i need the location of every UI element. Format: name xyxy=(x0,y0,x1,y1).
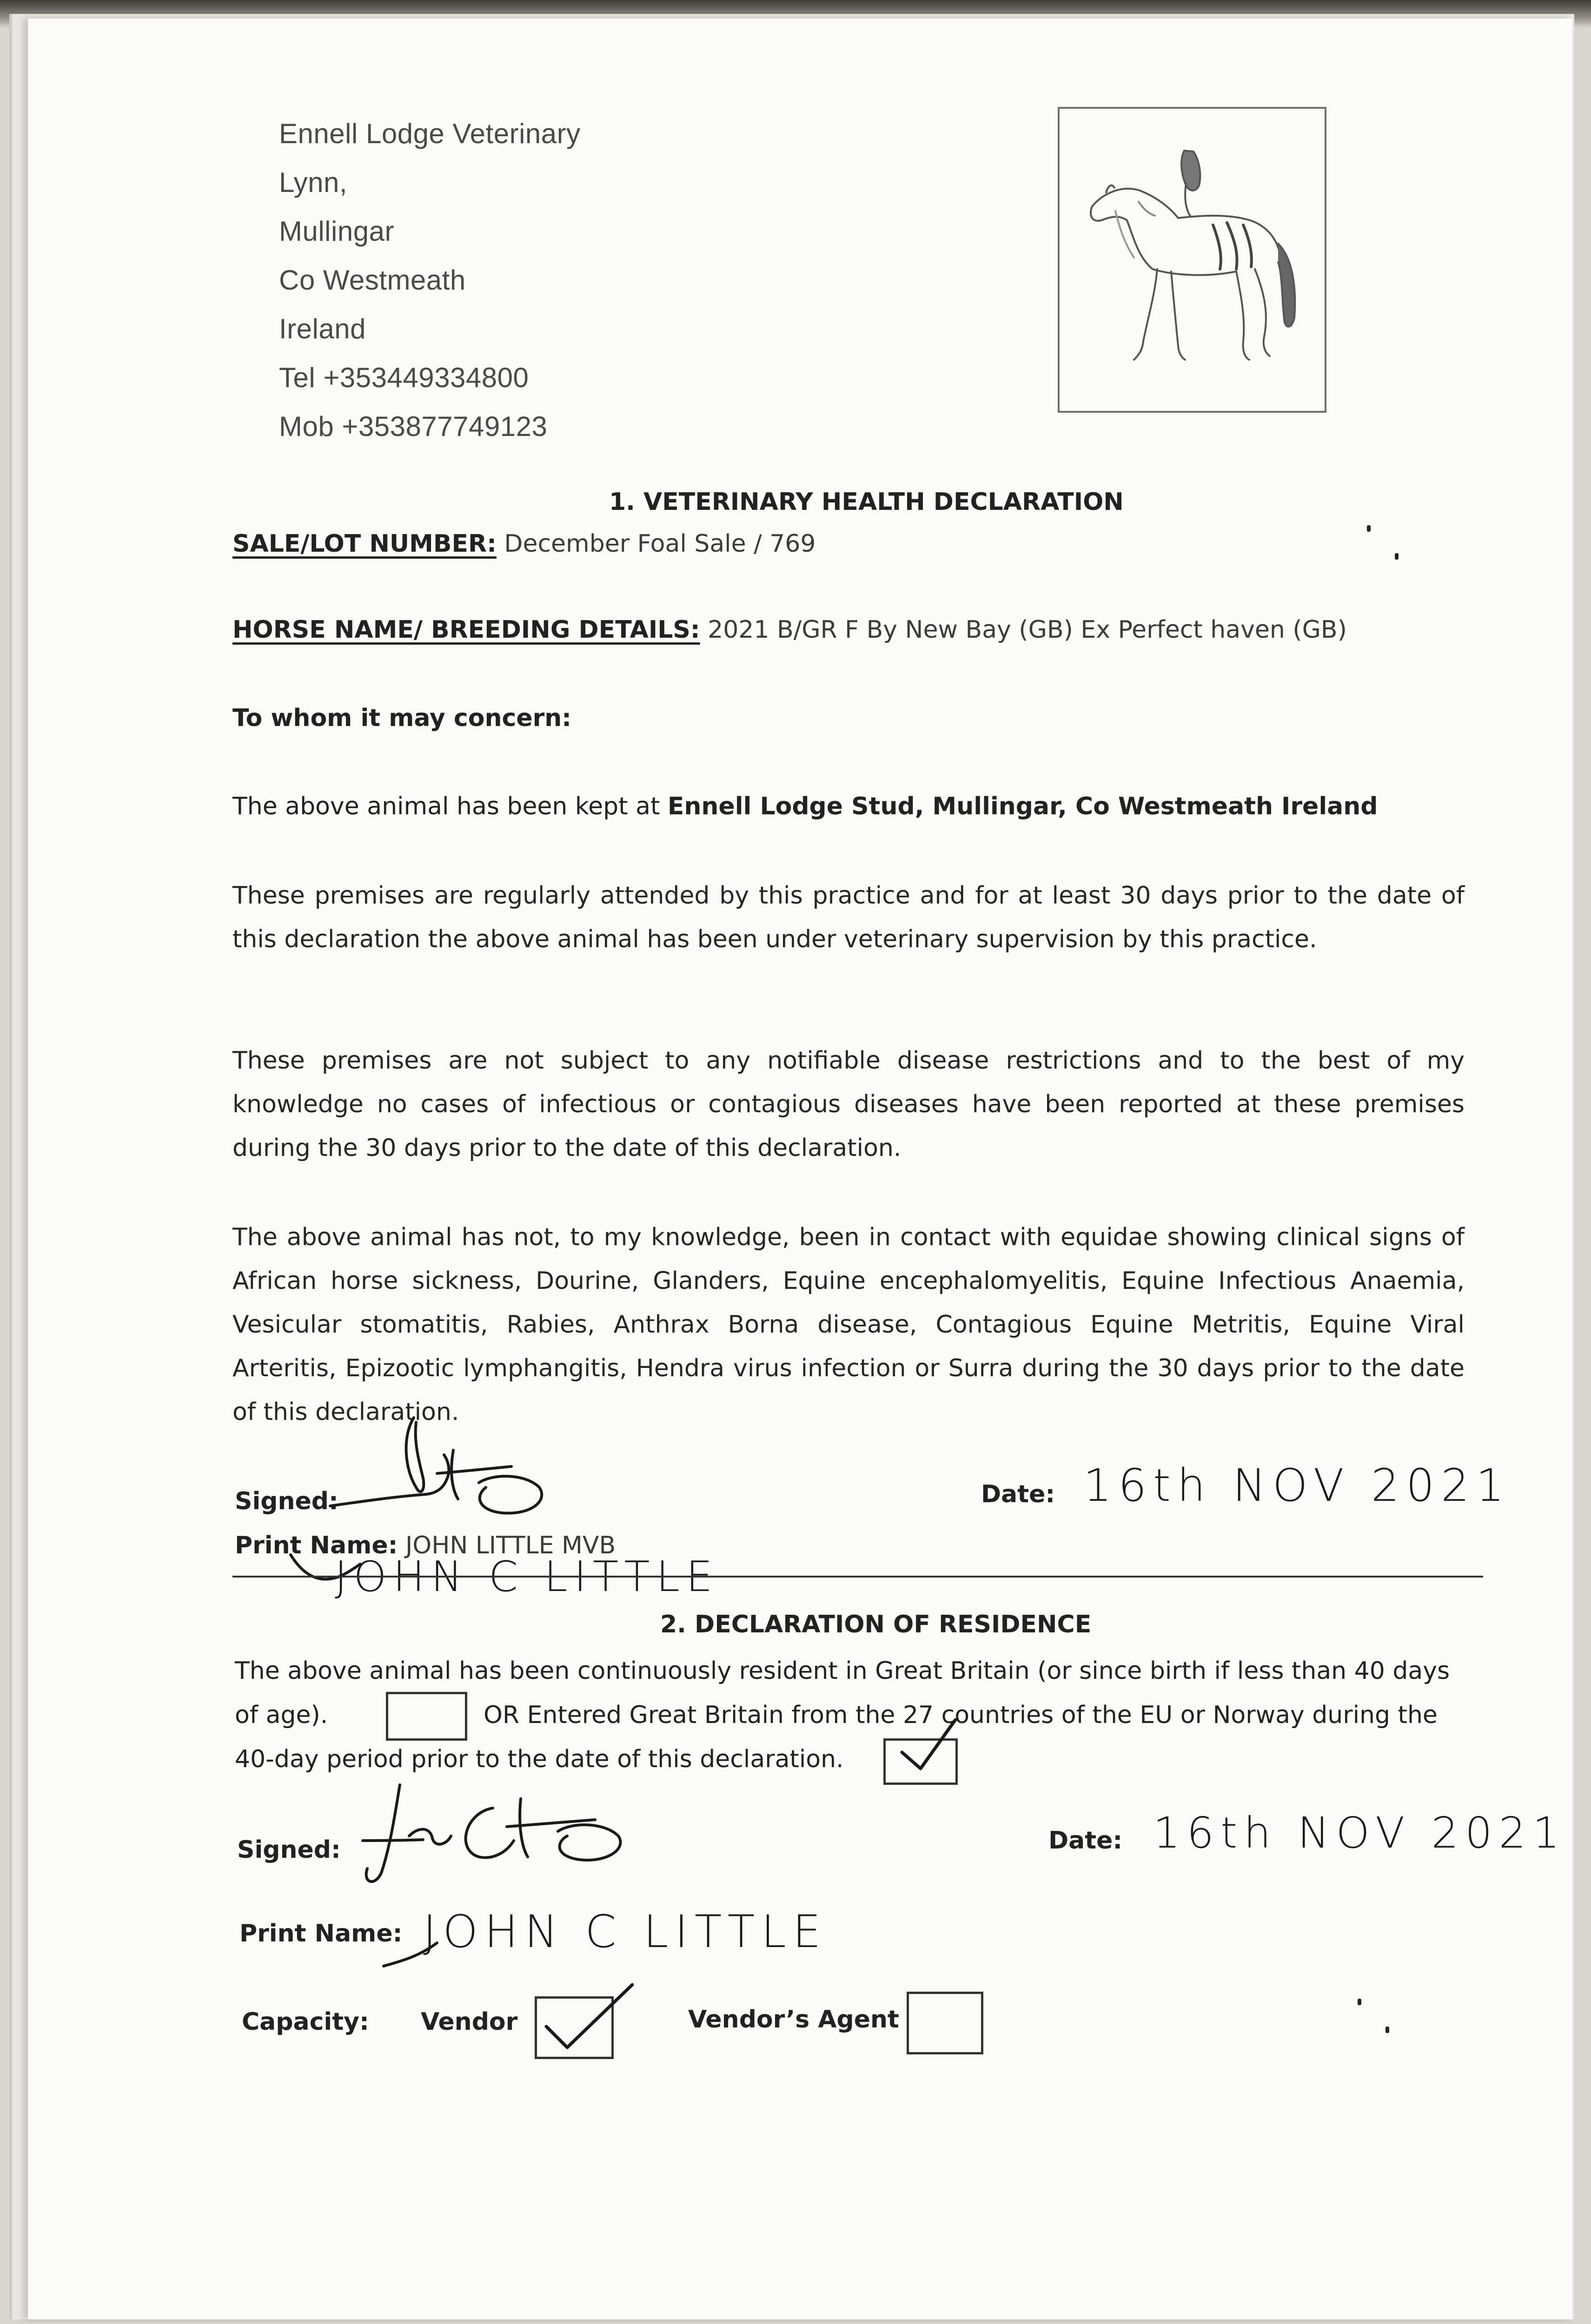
horse-details-row xyxy=(232,616,1347,644)
print-name-label: Print Name: xyxy=(239,1920,403,1948)
horse-details-label: HORSE NAME/ BREEDING DETAILS: xyxy=(232,616,700,644)
signature-1 xyxy=(325,1408,660,1543)
paragraph-line: Vesicular stomatitis, Rabies, Anthrax Borna disease, Contagious Equine Metritis, Equine Viral xyxy=(232,1311,1465,1339)
paragraph-line: of this declaration. xyxy=(232,1398,459,1426)
paragraph-restrictions xyxy=(232,1039,1465,1170)
kept-at-text: The above animal has been kept at xyxy=(232,792,668,820)
capacity-label: Capacity: xyxy=(242,2008,369,2036)
logo-box xyxy=(1058,107,1326,413)
paragraph-line: knowledge no cases of infectious or contagious diseases have been reported at these premises xyxy=(232,1090,1465,1118)
horse-details-value: 2021 B/GR F By New Bay (GB) Ex Perfect haven (GB) xyxy=(700,616,1347,644)
paragraph-line: during the 30 days prior to the date of this declaration. xyxy=(232,1134,902,1162)
horse-and-rider-sketch-icon xyxy=(1060,109,1325,411)
handwritten-name: JOHN C LITTLE xyxy=(423,1906,828,1958)
signed-label: Signed: xyxy=(235,1487,338,1515)
signed-label: Signed: xyxy=(237,1836,341,1864)
paragraph-line: These premises are not subject to any notifiable disease restrictions and to the best of my xyxy=(232,1047,1465,1075)
letterhead-line: Ireland xyxy=(279,313,366,344)
eu-entry-checkmark-icon xyxy=(893,1715,962,1776)
letterhead xyxy=(279,109,837,451)
paragraph-line: African horse sickness, Dourine, Glanders, Equine encephalomyelitis, Equine Infectious Anaemia, xyxy=(232,1267,1465,1295)
document-page xyxy=(28,19,1572,2319)
paragraph-supervision xyxy=(232,874,1465,961)
speck xyxy=(1367,525,1371,532)
letterhead-line: Tel +353449334800 xyxy=(279,362,529,393)
paragraph-line: The above animal has not, to my knowledge, been in contact with equidae showing clinical signs of xyxy=(232,1223,1465,1251)
date-handwritten: 16th NOV 2021 xyxy=(1153,1808,1566,1858)
handwritten-name: JOHN C LITTLE xyxy=(335,1552,719,1601)
letterhead-line: Mullingar xyxy=(279,216,394,247)
residence-line-prefix: of age). xyxy=(235,1701,328,1729)
letterhead-line: Ennell Lodge Veterinary xyxy=(279,118,581,149)
letterhead-line: Mob +353877749123 xyxy=(279,411,548,442)
salutation: To whom it may concern: xyxy=(232,704,572,732)
paragraph-diseases xyxy=(232,1215,1465,1434)
residence-line-eu: OR Entered Great Britain from the 27 countries of the EU or Norway during the xyxy=(484,1701,1438,1729)
print-name-label: Print Name: xyxy=(235,1532,398,1559)
vendor-label: Vendor xyxy=(421,2008,518,2036)
handwritten-flourish xyxy=(288,1550,363,1587)
kept-at-row xyxy=(232,792,1378,820)
section2-title: 2. DECLARATION OF RESIDENCE xyxy=(660,1611,1092,1638)
sale-lot-value: December Foal Sale / 769 xyxy=(496,530,816,558)
speck xyxy=(1395,553,1399,560)
vendors-agent-label: Vendor’s Agent xyxy=(688,2006,899,2034)
vendors-agent-checkbox[interactable] xyxy=(907,1992,983,2054)
paragraph-line: These premises are regularly attended by this practice and for at least 30 days prior to the date of xyxy=(232,882,1465,910)
sale-lot-row xyxy=(232,530,815,558)
handwritten-flourish xyxy=(381,1934,446,1971)
paragraph-line: Arteritis, Epizootic lymphangitis, Hendra virus infection or Surra during the 30 days prior to the date xyxy=(232,1354,1465,1382)
gb-resident-checkbox[interactable] xyxy=(386,1692,467,1741)
vendor-checkmark-icon xyxy=(539,1971,651,2054)
date-label: Date: xyxy=(1048,1827,1123,1855)
print-name-value: JOHN LITTLE MVB xyxy=(398,1532,616,1559)
section1-title: 1. VETERINARY HEALTH DECLARATION xyxy=(609,488,1124,516)
kept-at-place: Ennell Lodge Stud, Mullingar, Co Westmeath Ireland xyxy=(667,792,1378,820)
letterhead-line: Co Westmeath xyxy=(279,264,466,296)
residence-line: 40-day period prior to the date of this declaration. xyxy=(235,1745,844,1773)
signature-2 xyxy=(353,1771,707,1896)
speck xyxy=(1385,2027,1389,2033)
speck xyxy=(1358,1999,1361,2005)
date-label: Date: xyxy=(981,1480,1055,1508)
date-handwritten: 16th NOV 2021 xyxy=(1083,1459,1511,1512)
residence-line: The above animal has been continuously resident in Great Britain (or since birth if less than 40 days xyxy=(235,1657,1450,1685)
section-divider xyxy=(232,1576,1483,1578)
letterhead-line: Lynn, xyxy=(279,167,348,198)
paragraph-line: this declaration the above animal has been under veterinary supervision by this practice. xyxy=(232,925,1317,953)
sale-lot-label: SALE/LOT NUMBER: xyxy=(232,530,497,558)
